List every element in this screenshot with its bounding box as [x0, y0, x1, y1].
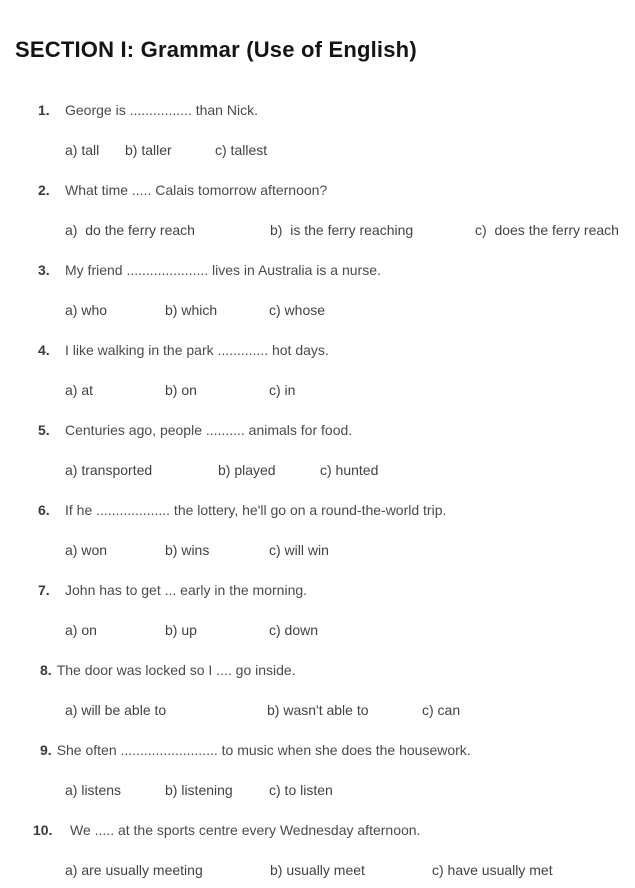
question-text-row: [15, 422, 635, 438]
option-c: c) to listen: [269, 782, 333, 798]
question-text: George is ................ than Nick.: [65, 102, 258, 118]
question-text-row: [15, 182, 635, 198]
question-text-row: [15, 502, 635, 518]
question-block-1: [15, 102, 635, 158]
question-text-row: [15, 822, 635, 838]
question-text-row: [15, 262, 635, 278]
question-text: My friend ..................... lives in Australia is a nurse.: [65, 262, 381, 278]
option-c: c) down: [269, 622, 319, 638]
options-row: [15, 782, 635, 798]
options-row: [15, 862, 635, 878]
options-row: [15, 142, 635, 158]
question-number: 3.: [38, 262, 50, 278]
option-a: a) listens: [65, 782, 122, 798]
option-a: a) transported: [65, 462, 153, 478]
question-block-4: [15, 342, 635, 398]
question-text: I like walking in the park ............. hot days.: [65, 342, 329, 358]
option-b: b) is the ferry reaching: [270, 222, 414, 238]
option-b: b) wasn't able to: [267, 702, 369, 718]
options-row: [15, 302, 635, 318]
option-a: a) will be able to: [65, 702, 167, 718]
question-number: 6.: [38, 502, 50, 518]
option-b: b) on: [165, 382, 197, 398]
options-row: [15, 462, 635, 478]
question-text-row: [15, 102, 635, 118]
option-b: b) usually meet: [270, 862, 365, 878]
question-block-5: [15, 422, 635, 478]
option-c: c) have usually met: [432, 862, 553, 878]
question-text-row: [15, 662, 635, 678]
options-row: [15, 542, 635, 558]
option-c: c) whose: [269, 302, 326, 318]
options-row: [15, 222, 635, 238]
options-row: [15, 622, 635, 638]
question-block-3: [15, 262, 635, 318]
options-row: [15, 702, 635, 718]
question-block-8: [15, 662, 635, 718]
option-b: b) played: [218, 462, 276, 478]
option-c: c) hunted: [320, 462, 379, 478]
question-text: We ..... at the sports centre every Wednesday afternoon.: [70, 822, 421, 838]
question-block-10: [15, 822, 635, 878]
question-number: 2.: [38, 182, 50, 198]
option-c: c) will win: [269, 542, 329, 558]
question-block-2: [15, 182, 635, 238]
option-b: b) up: [165, 622, 197, 638]
question-text-row: [15, 742, 635, 758]
question-number: 1.: [38, 102, 50, 118]
question-block-9: [15, 742, 635, 798]
question-text: If he ................... the lottery, he'll go on a round-the-world trip.: [65, 502, 447, 518]
question-number: 9.: [40, 742, 52, 758]
question-text: What time ..... Calais tomorrow afternoon?: [65, 182, 328, 198]
option-b: b) wins: [165, 542, 210, 558]
question-text: Centuries ago, people .......... animals for food.: [65, 422, 353, 438]
option-c: c) does the ferry reach: [475, 222, 619, 238]
question-number: 4.: [38, 342, 50, 358]
question-text: John has to get ... early in the morning.: [65, 582, 308, 598]
option-c: c) can: [422, 702, 461, 718]
question-block-6: [15, 502, 635, 558]
question-number: 7.: [38, 582, 50, 598]
question-block-7: [15, 582, 635, 638]
option-b: b) which: [165, 302, 218, 318]
option-a: a) on: [65, 622, 97, 638]
option-a: a) do the ferry reach: [65, 222, 195, 238]
option-b: b) taller: [125, 142, 172, 158]
option-a: a) who: [65, 302, 108, 318]
option-a: a) at: [65, 382, 94, 398]
options-row: [15, 382, 635, 398]
option-c: c) tallest: [215, 142, 268, 158]
question-text: The door was locked so I .... go inside.: [56, 662, 296, 678]
section-title: SECTION I: Grammar (Use of English): [15, 37, 417, 62]
option-a: a) won: [65, 542, 108, 558]
option-a: a) are usually meeting: [65, 862, 203, 878]
question-number: 5.: [38, 422, 50, 438]
option-a: a) tall: [65, 142, 100, 158]
option-b: b) listening: [165, 782, 233, 798]
question-number: 8.: [40, 662, 52, 678]
question-text-row: [15, 582, 635, 598]
question-text: She often ......................... to music when she does the housework.: [56, 742, 471, 758]
question-text-row: [15, 342, 635, 358]
question-number: 10.: [33, 822, 53, 838]
option-c: c) in: [269, 382, 296, 398]
